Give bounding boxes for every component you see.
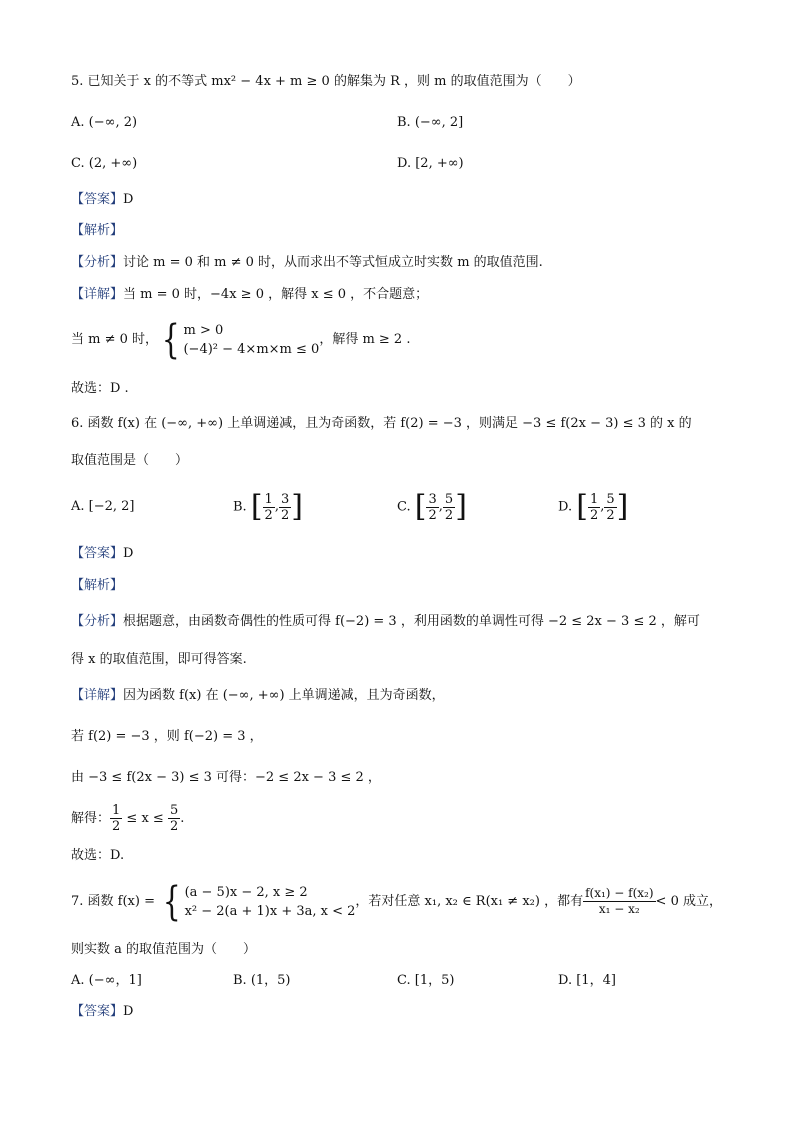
frac-num: 1 bbox=[264, 491, 273, 507]
q7-piece2: x² − 2(a + 1)x + 3a, x < 2 bbox=[184, 903, 356, 919]
solve-prefix: 解得： bbox=[71, 811, 111, 826]
frac-den: 2 bbox=[444, 507, 454, 523]
q7-option-a: A. (−∞，1] bbox=[71, 973, 142, 988]
q7-piece1: (a − 5)x − 2, x ≥ 2 bbox=[184, 884, 308, 900]
q6-stem-line2: 取值范围是（ ） bbox=[71, 453, 189, 468]
answer-tag: 【答案】 bbox=[71, 546, 124, 561]
answer-tag: 【答案】 bbox=[71, 192, 124, 207]
fenxi-tag: 【分析】 bbox=[71, 255, 124, 270]
frac-den: 2 bbox=[280, 507, 290, 523]
q5-case-prefix: 当 m ≠ 0 时， bbox=[71, 332, 159, 347]
q6-option-b: B. [ $\frac{1}{2}$ , $\frac{3}{2}$ ] bbox=[233, 489, 303, 524]
option-label: C. bbox=[397, 499, 411, 515]
q7-stem-line2: 则实数 a 的取值范围为（ ） bbox=[71, 942, 257, 957]
frac-num: 3 bbox=[280, 491, 290, 507]
frac-num: 1 bbox=[112, 803, 121, 818]
q7-option-c: C. [1，5) bbox=[397, 973, 455, 988]
q5-analysis-tag: 【解析】 bbox=[71, 223, 124, 238]
q5-case-line bbox=[71, 318, 410, 362]
q5-conclude: 故选：D . bbox=[71, 381, 129, 396]
q7-piecewise bbox=[159, 878, 356, 925]
frac-den: 2 bbox=[264, 507, 273, 523]
frac-num: f(x₁) − f(x₂) bbox=[585, 886, 654, 900]
frac-den: 2 bbox=[112, 819, 121, 834]
q6-option-a: A. [−2, 2] bbox=[71, 499, 135, 514]
q6-xiangjie-line bbox=[71, 686, 445, 706]
q7-option-d: D. [1，4] bbox=[558, 973, 616, 988]
xiangjie-tag: 【详解】 bbox=[71, 688, 124, 703]
q6-answer-line bbox=[71, 544, 133, 564]
q7-end: < 0 成立， bbox=[655, 894, 722, 909]
frac-num: 5 bbox=[606, 491, 615, 507]
q5-fenxi: 讨论 m = 0 和 m ≠ 0 时，从而求出不等式恒成立时实数 m 的取值范围. bbox=[123, 255, 543, 270]
solve-mid: ≤ x ≤ bbox=[122, 811, 168, 826]
q5-sys-line2: (−4)² − 4×m×m ≤ 0 bbox=[183, 341, 320, 357]
q7-option-b: B. (1，5) bbox=[233, 973, 291, 988]
frac-den: 2 bbox=[428, 507, 437, 523]
q5-option-c: C. (2, +∞) bbox=[71, 156, 138, 171]
option-label: D. bbox=[558, 499, 573, 515]
q5-xiangjie-line bbox=[71, 285, 428, 305]
q6-fenxi-line1 bbox=[71, 612, 700, 632]
frac-den: x₁ − x₂ bbox=[598, 902, 640, 916]
q5-option-d: D. [2, +∞) bbox=[397, 156, 464, 171]
frac-den: 2 bbox=[606, 507, 615, 523]
q7-mid: ，若对任意 x₁, x₂ ∈ R(x₁ ≠ x₂) ，都有 bbox=[355, 894, 584, 909]
q7-answer-line bbox=[71, 1002, 133, 1022]
q6-option-d: D. [ $\frac{1}{2}$ , $\frac{5}{2}$ ] bbox=[558, 489, 629, 524]
q5-xiangjie: 当 m = 0 时，−4x ≥ 0 ，解得 x ≤ 0 ，不合题意； bbox=[123, 287, 429, 302]
xiangjie-tag: 【详解】 bbox=[71, 287, 124, 302]
q6-line3: 由 −3 ≤ f(2x − 3) ≤ 3 可得：−2 ≤ 2x − 3 ≤ 2 ， bbox=[71, 770, 381, 785]
frac-num: 3 bbox=[428, 491, 437, 507]
q6-conclude: 故选：D. bbox=[71, 848, 125, 863]
q6-stem-line1: 6. 函数 f(x) 在 (−∞, +∞) 上单调递减，且为奇函数，若 f(2) = −3 ，则满足 −3 ≤ f(2x − 3) ≤ 3 的 x 的 bbox=[71, 416, 692, 431]
frac-den: 2 bbox=[589, 507, 599, 523]
q6-fenxi-line2: 得 x 的取值范围，即可得答案. bbox=[71, 652, 247, 667]
q5-stem: 5. 已知关于 x 的不等式 mx² − 4x + m ≥ 0 的解集为 R ，则 m 的取值范围为（ ） bbox=[71, 74, 581, 89]
q5-option-b: B. (−∞, 2] bbox=[397, 115, 464, 130]
frac-den: 2 bbox=[169, 819, 179, 834]
q6-xiangjie1: 因为函数 f(x) 在 (−∞, +∞) 上单调递减，且为奇函数， bbox=[123, 688, 445, 703]
frac-num: 1 bbox=[589, 491, 599, 507]
q7-stem-line1 bbox=[71, 880, 722, 924]
q5-sys-line1: m > 0 bbox=[183, 322, 224, 338]
left-brace-icon: { bbox=[162, 878, 181, 925]
q6-analysis-tag: 【解析】 bbox=[71, 578, 124, 593]
frac-num: 5 bbox=[169, 803, 179, 818]
q5-answer: D bbox=[123, 192, 134, 207]
q5-case-suffix: ，解得 m ≥ 2 . bbox=[319, 332, 411, 347]
q5-system bbox=[158, 316, 320, 363]
q5-option-a: A. (−∞, 2) bbox=[71, 115, 138, 130]
frac-num: 5 bbox=[444, 491, 454, 507]
q6-answer: D bbox=[123, 546, 134, 561]
answer-tag: 【答案】 bbox=[71, 1004, 124, 1019]
option-label: B. bbox=[233, 499, 247, 515]
q6-option-c: C. [ $\frac{3}{2}$ , $\frac{5}{2}$ ] bbox=[397, 489, 467, 524]
q5-answer-line bbox=[71, 190, 133, 210]
q5-fenxi-line bbox=[71, 253, 543, 273]
solve-end: . bbox=[180, 811, 185, 826]
q6-solve-line bbox=[71, 801, 184, 837]
fenxi-tag: 【分析】 bbox=[71, 614, 124, 629]
left-brace-icon: { bbox=[161, 316, 180, 363]
q6-fenxi1: 根据题意，由函数奇偶性的性质可得 f(−2) = 3 ，利用函数的单调性可得 −2 ≤ 2x − 3 ≤ 2 ，解可 bbox=[123, 614, 700, 629]
q7-prefix: 7. 函数 f(x) = bbox=[71, 894, 160, 909]
q6-line2: 若 f(2) = −3 ，则 f(−2) = 3 ， bbox=[71, 729, 263, 744]
q7-answer: D bbox=[123, 1004, 134, 1019]
